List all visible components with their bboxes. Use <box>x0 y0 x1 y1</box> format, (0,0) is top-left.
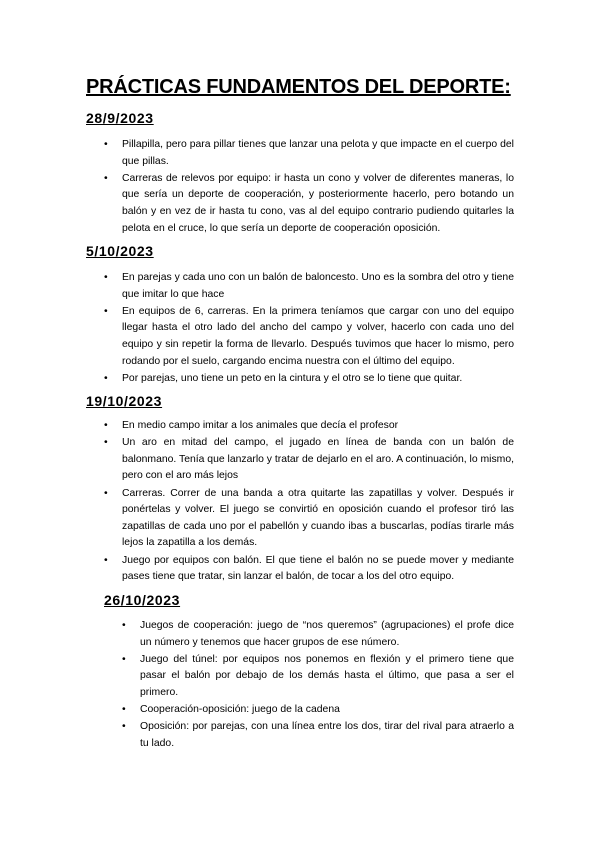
activity-list <box>118 618 514 753</box>
section-date: 5/10/2023 <box>86 243 154 259</box>
list-item: • Oposición: por parejas, con una línea entre los dos, tirar del rival para atraerlo a tu lado. <box>118 719 514 752</box>
list-item: • Carreras. Correr de una banda a otra quitarte las zapatillas y volver. Después ir ponértelas y volver. El juego se convirtió en oposición cuando el profesor tiró las zapatillas de cada uno por el pabellón y cuando ibas a buscarlas, podías tirarle más lejos la zapatilla a los demás. <box>100 486 514 552</box>
list-item: • En parejas y cada uno con un balón de baloncesto. Uno es la sombra del otro y tiene que imitar lo que hace <box>100 270 514 303</box>
section-date: 19/10/2023 <box>86 393 163 409</box>
section-date: 28/9/2023 <box>86 110 154 126</box>
activity-list <box>100 137 514 238</box>
activity-list <box>100 270 514 388</box>
list-item: • Un aro en mitad del campo, el jugado en línea de banda con un balón de balonmano. Tenía que lanzarlo y tratar de dejarlo en el aro. A continuación, lo mismo, pero con el aro más lejos <box>100 435 514 485</box>
section-date: 26/10/2023 <box>104 592 181 608</box>
activity-list <box>100 418 514 586</box>
list-item: • Pillapilla, pero para pillar tienes que lanzar una pelota y que impacte en el cuerpo del que pillas. <box>100 137 514 170</box>
list-item: • Juego del túnel: por equipos nos ponemos en flexión y el primero tiene que pasar el balón por debajo de los demás hasta el último, que pasa a ser el primero. <box>118 652 514 702</box>
list-item: • Juego por equipos con balón. El que tiene el balón no se puede mover y mediante pases tiene que tratar, sin lanzar el balón, de tocar a los del otro equipo. <box>100 553 514 586</box>
list-item: • En equipos de 6, carreras. En la primera teníamos que cargar con uno del equipo llegar hasta el otro lado del ancho del campo y volver, hacerlo con cada uno del equipo y sin repetir la forma de llevarlo. Después tuvimos que hacer lo mismo, pero rodando por el suelo, cargando encima nuestra con el último del equipo. <box>100 304 514 370</box>
list-item: • Juegos de cooperación: juego de “nos queremos” (agrupaciones) el profe dice un número y tenemos que hacer grupos de ese número. <box>118 618 514 651</box>
list-item: • Cooperación-oposición: juego de la cadena <box>118 702 514 719</box>
list-item: • Carreras de relevos por equipo: ir hasta un cono y volver de diferentes maneras, lo que sería un deporte de cooperación, y posteriormente hacerlo, pero botando un balón y en vez de ir hasta tu cono, vas al del equipo contrario pudiendo quitarles la pelota en el cruce, lo que sería un deporte de cooperación oposición. <box>100 171 514 237</box>
page-title: PRÁCTICAS FUNDAMENTOS DEL DEPORTE: <box>86 76 511 98</box>
list-item: • En medio campo imitar a los animales que decía el profesor <box>100 418 514 435</box>
list-item: • Por parejas, uno tiene un peto en la cintura y el otro se lo tiene que quitar. <box>100 371 514 388</box>
